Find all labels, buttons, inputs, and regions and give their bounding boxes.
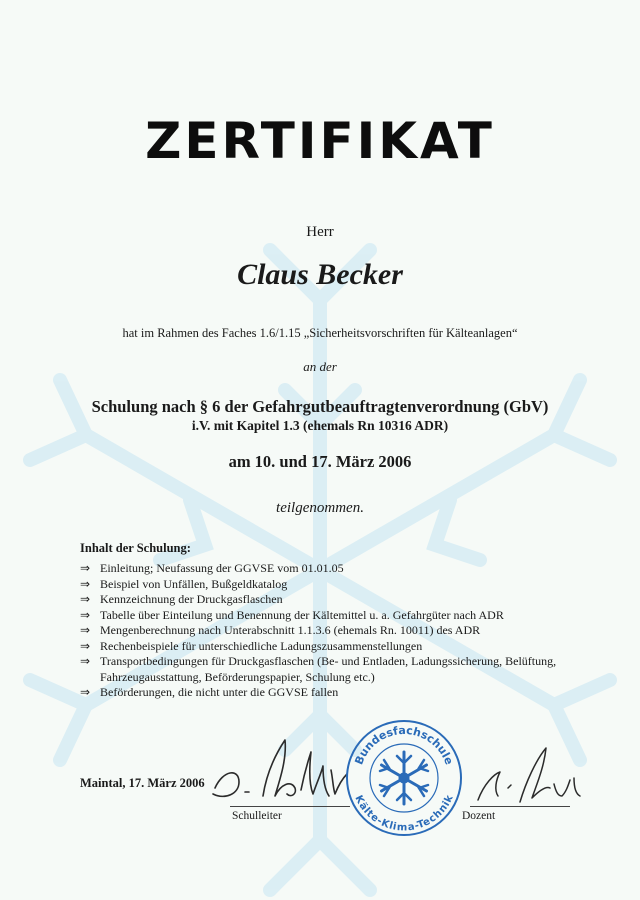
signature-line-right <box>470 806 570 807</box>
seal-bottom-text: Kälte-Klima-Technik <box>352 793 456 834</box>
list-item-text: Beförderungen, die nicht unter die GGVSE fallen <box>100 685 339 699</box>
contents-list <box>80 561 570 701</box>
list-item <box>80 654 570 685</box>
list-item <box>80 639 570 655</box>
arrow-right-icon: ⇒ <box>80 638 91 653</box>
list-item-text: Tabelle über Einteilung und Benennung der Kältemittel u. a. Gefahrgüter nach ADR <box>100 607 504 622</box>
snowflake-icon <box>380 752 428 804</box>
list-item <box>80 577 570 593</box>
signature-right <box>470 738 590 808</box>
course-dates: am 10. und 17. März 2006 <box>228 452 412 471</box>
arrow-right-icon: ⇒ <box>80 561 91 575</box>
list-item-text: Transportbedingungen für Druckgasflaschen (Be- und Entladen, Ladungssicherung, Belüftung, Fahrzeugausstattung, Beförderungspapier, Schulung etc.) <box>100 654 557 684</box>
arrow-right-icon: ⇒ <box>80 685 91 699</box>
participated-text: teilgenommen. <box>276 500 364 516</box>
list-item <box>80 623 570 639</box>
seal-top-text: Bundesfachschule <box>352 723 456 767</box>
arrow-right-icon: ⇒ <box>80 576 91 591</box>
list-item-text: Mengenberechnung nach Unterabschnitt 1.1.3.6 (ehemals Rn. 10011) des ADR <box>100 623 481 637</box>
course-subtitle: i.V. mit Kapitel 1.3 (ehemals Rn 10316 ADR) <box>191 418 449 433</box>
subject-line: hat im Rahmen des Faches 1.6/1.15 „Sicherheitsvorschriften für Kälteanlagen“ <box>122 326 518 340</box>
list-item <box>80 592 570 608</box>
list-item <box>80 608 570 624</box>
list-item-text: Rechenbeispiele für unterschiedliche Ladungszusammenstellungen <box>100 638 423 653</box>
list-item <box>80 561 570 577</box>
arrow-right-icon: ⇒ <box>80 607 91 622</box>
list-item-text: Kennzeichnung der Druckgasflaschen <box>100 592 283 606</box>
arrow-right-icon: ⇒ <box>80 623 91 637</box>
school-seal <box>344 718 464 838</box>
list-item <box>80 685 570 701</box>
signature-right-label: Dozent <box>462 810 496 822</box>
signature-left-label: Schulleiter <box>232 810 282 822</box>
arrow-right-icon: ⇒ <box>80 592 91 606</box>
list-item-text: Beispiel von Unfällen, Bußgeldkatalog <box>100 576 288 591</box>
recipient-name: Claus Becker <box>237 258 403 291</box>
contents-heading: Inhalt der Schulung: <box>80 541 191 555</box>
certificate-title: ZERTIFIKAT <box>145 112 495 170</box>
salutation: Herr <box>306 224 334 240</box>
arrow-right-icon: ⇒ <box>80 654 91 668</box>
signature-line-left <box>230 806 350 807</box>
list-item-text: Einleitung; Neufassung der GGVSE vom 01.01.05 <box>100 561 344 575</box>
at-the-text: an der <box>303 359 337 374</box>
course-title: Schulung nach § 6 der Gefahrgutbeauftragtenverordnung (GbV) <box>91 397 549 416</box>
place-date: Maintal, 17. März 2006 <box>80 776 205 790</box>
signature-left <box>205 730 355 810</box>
